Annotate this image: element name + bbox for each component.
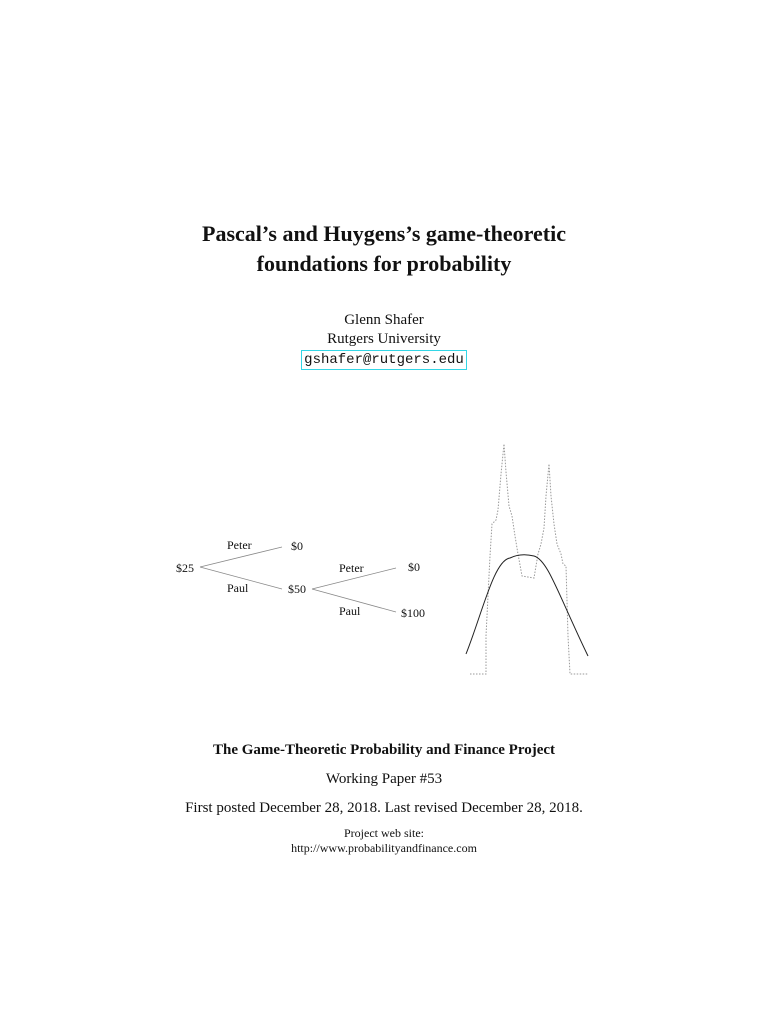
tree-branch2-upper-value: $0 <box>408 560 420 574</box>
game-tree-figure <box>170 530 440 630</box>
posted-dates: First posted December 28, 2018. Last revised December 28, 2018. <box>185 800 583 816</box>
paper-title <box>0 219 768 279</box>
title-line-2: foundations for probability <box>256 251 512 276</box>
cathedral-outline-dotted-curve <box>470 444 588 674</box>
cathedral-curve-figure <box>460 436 595 681</box>
tree-root-value: $25 <box>176 561 194 575</box>
project-web-url[interactable]: http://www.probabilityandfinance.com <box>291 841 477 855</box>
tree-branch1-upper-value: $0 <box>291 539 303 553</box>
tree-branch2-lower-label: Paul <box>339 604 361 618</box>
project-block <box>0 740 768 856</box>
tree-branch1-lower-value: $50 <box>288 582 306 596</box>
tree-branch1-upper-label: Peter <box>227 538 252 552</box>
author-name: Glenn Shafer <box>344 312 424 328</box>
author-email-link[interactable]: gshafer@rutgers.edu <box>301 350 467 370</box>
bell-curve <box>466 555 588 656</box>
tree-branch2-lower-value: $100 <box>401 606 425 620</box>
tree-branch2-upper-label: Peter <box>339 561 364 575</box>
title-line-1: Pascal’s and Huygens’s game-theoretic <box>202 221 566 246</box>
project-web-site-label: Project web site: <box>344 826 424 840</box>
working-paper-number: Working Paper #53 <box>325 771 443 787</box>
author-block <box>0 311 768 370</box>
tree-branch1-lower-label: Paul <box>227 581 249 595</box>
project-name: The Game-Theoretic Probability and Finance Project <box>212 742 556 758</box>
author-affiliation: Rutgers University <box>327 331 441 347</box>
